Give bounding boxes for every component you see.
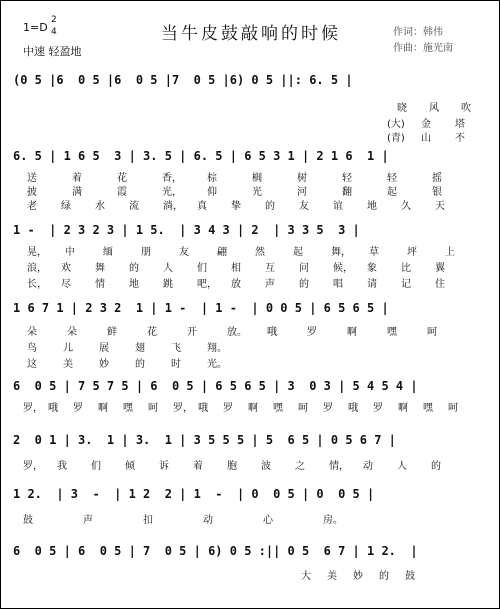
- lyric-syllable: 轻: [387, 173, 397, 184]
- lyric-syllable: 久: [401, 201, 411, 212]
- lyric-syllable: 房。: [323, 515, 343, 526]
- lyric-syllable: 的: [431, 461, 441, 472]
- lyric-syllable: 啊: [98, 403, 108, 414]
- lyric-row: [13, 339, 489, 353]
- lyric-syllable: 展: [99, 343, 109, 354]
- lyric-syllable: 之: [295, 461, 305, 472]
- lyric-syllable: 榈: [252, 173, 262, 184]
- lyric-syllable: 光。: [207, 359, 227, 370]
- lyric-syllable: 起: [387, 187, 397, 198]
- lyric-syllable: 候，: [333, 263, 353, 274]
- lyric-syllable: 翔。: [207, 343, 227, 354]
- score-row-8: 6 0 5 | 6 0 5 | 7 0 5 | 6) 0 5 :|| 0 5 6 7 | 1 2. |: [13, 544, 418, 558]
- score-row-7: 1 2. | 3 - | 1 2 2 | 1 - | 0 0 5 | 0 0 5 |: [13, 487, 375, 501]
- lyric-syllable: 水: [95, 201, 105, 212]
- key-signature: 1=D: [23, 21, 48, 34]
- lyric-syllable: 轻: [342, 173, 352, 184]
- lyric-syllable: 罗: [73, 403, 83, 414]
- lyric-row: [13, 323, 489, 337]
- lyric-syllable: 啊: [248, 403, 258, 414]
- lyric-syllable: 比: [401, 263, 411, 274]
- lyric-syllable: 这: [27, 359, 37, 370]
- lyric-syllable: 罗: [307, 327, 317, 338]
- lyric-syllable: 鲜: [107, 327, 117, 338]
- lyric-syllable: 花: [117, 173, 127, 184]
- lyric-syllable: 呵: [427, 327, 437, 338]
- lyric-syllable: 河: [297, 187, 307, 198]
- lyric-syllable: 真: [197, 201, 207, 212]
- lyric-syllable: 啊: [398, 403, 408, 414]
- lyric-syllable: 晃，: [27, 247, 47, 258]
- lyric-syllable: 住: [435, 279, 445, 290]
- lyric-syllable: 罗: [373, 403, 383, 414]
- lyric-syllable: 记: [401, 279, 411, 290]
- lyric-syllable: 浪，: [27, 263, 47, 274]
- lyric-syllable: 吹: [461, 103, 471, 114]
- lyric-syllable: 放: [231, 279, 241, 290]
- lyric-syllable: 美: [327, 571, 337, 582]
- lyric-syllable: 时: [171, 359, 181, 370]
- page-title: 当牛皮鼓敲响的时候: [161, 24, 341, 44]
- lyric-syllable: 然: [255, 247, 265, 258]
- lyric-syllable: 树: [297, 173, 307, 184]
- lyric-syllable: 声: [83, 515, 93, 526]
- lyric-syllable: 光，: [162, 187, 182, 198]
- lyric-syllable: 金: [421, 119, 431, 130]
- lyric-syllable: 大: [301, 571, 311, 582]
- lyric-syllable: 嘿: [387, 327, 397, 338]
- lyric-syllable: 诉: [159, 461, 169, 472]
- lyric-row: [13, 457, 489, 471]
- lyric-syllable: 塔: [455, 119, 465, 130]
- lyric-syllable: 朵: [27, 327, 37, 338]
- score-row-6: 2 0 1 | 3. 1 | 3. 1 | 3 5 5 5 | 5 6 5 | 0 5 6 7 |: [13, 433, 396, 447]
- lyric-syllable: 天: [435, 201, 445, 212]
- lyric-syllable: 情，: [329, 461, 349, 472]
- lyric-syllable: 我: [57, 461, 67, 472]
- lyric-syllable: 罗，: [173, 403, 193, 414]
- lyric-syllable: 互: [265, 263, 275, 274]
- score-row-5: 6 0 5 | 7 5 7 5 | 6 0 5 | 6 5 6 5 | 3 0 3 | 5 4 5 4 |: [13, 379, 418, 393]
- lyric-syllable: 哦: [267, 327, 277, 338]
- lyric-syllable: 呵: [448, 403, 458, 414]
- score-row-4: 1 6 7 1 | 2 3 2 1 | 1 - | 1 - | 0 0 5 | 6 5 6 5 |: [13, 301, 389, 315]
- lyric-syllable: 鸟: [27, 343, 37, 354]
- lyric-syllable: (大): [387, 119, 405, 130]
- tempo-marking: 中速 轻盈地: [23, 45, 82, 58]
- lyric-syllable: 香，: [162, 173, 182, 184]
- lyric-syllable: 翻: [342, 187, 352, 198]
- lyricist-credit: 作词：韩伟: [393, 27, 443, 38]
- lyric-syllable: 尽: [61, 279, 71, 290]
- lyric-syllable: 嘿: [423, 403, 433, 414]
- lyric-syllable: 放。: [227, 327, 247, 338]
- lyric-syllable: 啊: [347, 327, 357, 338]
- lyric-syllable: 中: [65, 247, 75, 258]
- lyric-syllable: 流: [129, 201, 139, 212]
- lyric-row: [13, 399, 489, 413]
- lyric-syllable: 波: [261, 461, 271, 472]
- lyric-syllable: 上: [445, 247, 455, 258]
- lyric-syllable: 罗: [223, 403, 233, 414]
- lyric-syllable: 霞: [117, 187, 127, 198]
- lyric-syllable: 仰: [207, 187, 217, 198]
- composer-credit: 作曲：施光南: [393, 43, 453, 54]
- score-row-3: 1 - | 2 3 2 3 | 1 5. | 3 4 3 | 2 | 3 3 5 3 |: [13, 223, 360, 237]
- lyric-syllable: 长，: [27, 279, 47, 290]
- lyric-syllable: 朵: [67, 327, 77, 338]
- lyric-syllable: 送: [27, 173, 37, 184]
- lyric-syllable: 淌，: [163, 201, 183, 212]
- lyric-syllable: 舞: [95, 263, 105, 274]
- lyric-syllable: 的: [265, 201, 275, 212]
- lyric-syllable: 哦: [48, 403, 58, 414]
- lyric-syllable: 花: [147, 327, 157, 338]
- lyric-syllable: 的: [135, 359, 145, 370]
- lyric-row: [13, 115, 489, 129]
- lyric-syllable: 地: [129, 279, 139, 290]
- lyric-syllable: 挚: [231, 201, 241, 212]
- lyric-syllable: 请: [367, 279, 377, 290]
- lyric-row: [13, 567, 489, 581]
- lyric-syllable: 飞: [171, 343, 181, 354]
- lyric-syllable: 友: [299, 201, 309, 212]
- lyric-syllable: 罗，: [23, 403, 43, 414]
- lyric-syllable: 缅: [103, 247, 113, 258]
- lyric-syllable: 摇: [432, 173, 442, 184]
- lyric-row: [13, 197, 489, 211]
- lyric-syllable: 胞: [227, 461, 237, 472]
- lyric-syllable: 嘿: [123, 403, 133, 414]
- lyric-row: [13, 511, 489, 525]
- score-row-1: (0 5 |6 0 5 |6 0 5 |7 0 5 |6) 0 5 ||: 6. 5 |: [13, 73, 353, 87]
- lyric-syllable: 翼: [435, 263, 445, 274]
- lyric-syllable: 鼓: [405, 571, 415, 582]
- lyric-syllable: 问: [299, 263, 309, 274]
- lyric-syllable: 吧，: [197, 279, 217, 290]
- lyric-syllable: 不: [455, 133, 465, 144]
- lyric-syllable: 情: [95, 279, 105, 290]
- lyric-syllable: 们: [197, 263, 207, 274]
- lyric-syllable: 动: [203, 515, 213, 526]
- lyric-syllable: 谊: [333, 201, 343, 212]
- lyric-syllable: 跳: [163, 279, 173, 290]
- time-signature-bottom: 4: [51, 27, 57, 37]
- lyric-syllable: 呵: [148, 403, 158, 414]
- lyric-syllable: 绿: [61, 201, 71, 212]
- lyric-row: [13, 259, 489, 273]
- lyric-syllable: 披: [27, 187, 37, 198]
- lyric-syllable: 唱: [333, 279, 343, 290]
- lyric-syllable: 着: [72, 173, 82, 184]
- lyric-syllable: 哦: [198, 403, 208, 414]
- lyric-syllable: 相: [231, 263, 241, 274]
- lyric-syllable: 地: [367, 201, 377, 212]
- lyric-row: [13, 169, 489, 183]
- lyric-syllable: 棕: [207, 173, 217, 184]
- lyric-syllable: 心: [263, 515, 273, 526]
- lyric-syllable: 嘿: [273, 403, 283, 414]
- lyric-syllable: (青): [387, 133, 405, 144]
- lyric-syllable: 哦: [348, 403, 358, 414]
- lyric-syllable: 朋: [141, 247, 151, 258]
- lyric-syllable: 坪: [407, 247, 417, 258]
- lyric-syllable: 倾: [125, 461, 135, 472]
- lyric-row: [13, 129, 489, 143]
- lyric-syllable: 山: [421, 133, 431, 144]
- lyric-syllable: 的: [129, 263, 139, 274]
- lyric-syllable: 扣: [143, 515, 153, 526]
- lyric-syllable: 的: [379, 571, 389, 582]
- lyric-syllable: 人: [397, 461, 407, 472]
- lyric-syllable: 翩: [217, 247, 227, 258]
- lyric-syllable: 起: [293, 247, 303, 258]
- lyric-row: [13, 275, 489, 289]
- lyric-syllable: 晓: [397, 103, 407, 114]
- lyric-syllable: 开: [187, 327, 197, 338]
- lyric-row: [13, 183, 489, 197]
- lyric-syllable: 着: [193, 461, 203, 472]
- lyric-row: [13, 243, 489, 257]
- lyric-syllable: 美: [63, 359, 73, 370]
- lyric-syllable: 儿: [63, 343, 73, 354]
- lyric-syllable: 老: [27, 201, 37, 212]
- lyric-syllable: 草: [369, 247, 379, 258]
- lyric-syllable: 光: [252, 187, 262, 198]
- lyric-syllable: 人: [163, 263, 173, 274]
- lyric-syllable: 们: [91, 461, 101, 472]
- lyric-syllable: 舞，: [331, 247, 351, 258]
- lyric-syllable: 呵: [298, 403, 308, 414]
- score-row-2: 6. 5 | 1 6 5 3 | 3. 5 | 6. 5 | 6 5 3 1 | 2 1 6 1 |: [13, 149, 389, 163]
- lyric-syllable: 银: [432, 187, 442, 198]
- lyric-syllable: 鼓: [23, 515, 33, 526]
- lyric-syllable: 风: [429, 103, 439, 114]
- time-signature-top: 2: [51, 15, 57, 25]
- lyric-row: [13, 355, 489, 369]
- lyric-syllable: 友: [179, 247, 189, 258]
- lyric-syllable: 动: [363, 461, 373, 472]
- lyric-syllable: 满: [72, 187, 82, 198]
- lyric-syllable: 声: [265, 279, 275, 290]
- lyric-row: [13, 99, 489, 113]
- lyric-syllable: 的: [299, 279, 309, 290]
- lyric-syllable: 欢: [61, 263, 71, 274]
- lyric-syllable: 罗: [323, 403, 333, 414]
- lyric-syllable: 翅: [135, 343, 145, 354]
- lyric-syllable: 妙: [353, 571, 363, 582]
- lyric-syllable: 象: [367, 263, 377, 274]
- lyric-syllable: 妙: [99, 359, 109, 370]
- lyric-syllable: 罗，: [23, 461, 43, 472]
